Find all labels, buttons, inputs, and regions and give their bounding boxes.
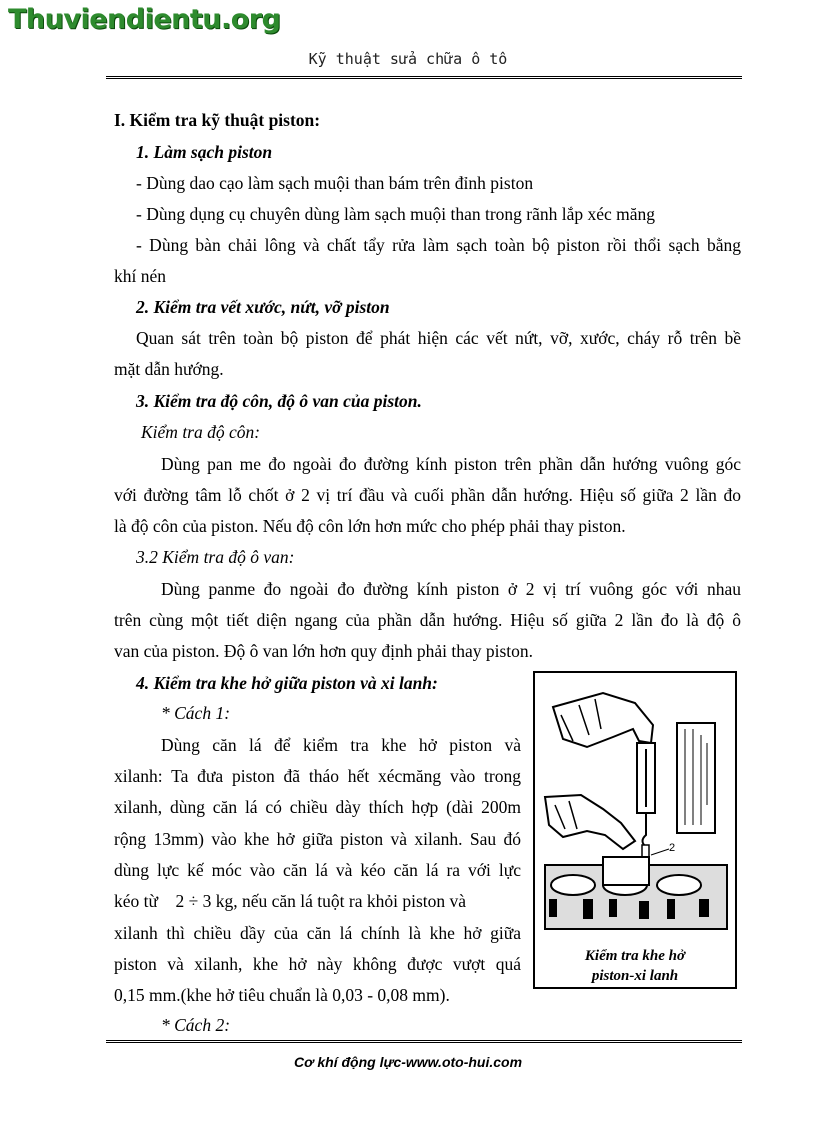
s4-text-line-9: 0,15 mm.(khe hở tiêu chuẩn là 0,03 - 0,08 mm). <box>114 985 450 1005</box>
figure-caption-line-2: piston-xi lanh <box>591 968 679 984</box>
s3-oval-line-1: Dùng panme đo ngoài đo đường kính piston ở 2 vị trí vuông góc với nhau <box>161 579 741 599</box>
site-logo: Thuviendientu.org <box>8 4 281 35</box>
s2-paragraph-line-1: Quan sát trên toàn bộ piston để phát hiện các vết nứt, vỡ, xước, cháy rỗ trên bề <box>136 328 741 348</box>
s4-text-line-3: xilanh, dùng căn lá có chiều dày thích hợp (dài 200m <box>114 797 521 817</box>
s1-bullet-3: - Dùng bàn chải lông và chất tẩy rửa làm sạch toàn bộ piston rồi thổi sạch bằng <box>136 235 741 255</box>
s3-subheading-taper: Kiểm tra độ côn: <box>141 422 261 442</box>
subsection-3-title: 3. Kiểm tra độ côn, độ ô van của piston. <box>136 391 422 411</box>
s3-taper-line-3: là độ côn của piston. Nếu độ côn lớn hơn mức cho phép phải thay piston. <box>114 516 626 536</box>
s4-method-1-label: * Cách 1: <box>161 703 231 723</box>
header-rule <box>106 76 742 79</box>
subsection-2-title: 2. Kiểm tra vết xước, nứt, vỡ piston <box>136 297 390 317</box>
document-header-title: Kỹ thuật sửa chữa ô tô <box>308 50 508 68</box>
s4-method-2-label: * Cách 2: <box>161 1015 231 1035</box>
figure-label-number: 2 <box>669 842 676 854</box>
s3-taper-line-1: Dùng pan me đo ngoài đo đường kính piston trên phần dẫn hướng vuông góc <box>161 454 741 474</box>
footer-text: Cơ khí động lực-www.oto-hui.com <box>293 1054 523 1070</box>
s4-text-line-5: dùng lực kế móc vào căn lá và kéo căn lá ra với lực <box>114 860 521 880</box>
footer-rule <box>106 1040 742 1043</box>
section-heading: I. Kiểm tra kỹ thuật piston: <box>114 110 321 130</box>
subsection-4-title: 4. Kiểm tra khe hở giữa piston và xi lanh: <box>136 673 438 693</box>
figure-caption-line-1: Kiểm tra khe hở <box>584 948 686 964</box>
figure-caption <box>535 946 735 986</box>
s4-text-line-2: xilanh: Ta đưa piston đã tháo hết xécmăng vào trong <box>114 766 521 786</box>
s4-text-line-8: piston và xilanh, khe hở này không được vượt quá <box>114 954 521 974</box>
s2-paragraph-line-2: mặt dẫn hướng. <box>114 359 224 379</box>
s1-bullet-3-cont: khí nén <box>114 266 167 286</box>
s3-oval-line-3: van của piston. Độ ô van lớn hơn quy định phải thay piston. <box>114 641 534 661</box>
piston-clearance-illustration <box>543 685 729 935</box>
figure-piston-clearance <box>533 671 737 989</box>
s3-taper-line-2: với đường tâm lỗ chốt ở 2 vị trí đầu và cuối phần dẫn hướng. Hiệu số giữa 2 lần đo <box>114 485 741 505</box>
s3-oval-line-2: trên cùng một tiết diện ngang của phần dẫn hướng. Hiệu số giữa 2 lần đo là độ ô <box>114 610 741 630</box>
s1-bullet-2: - Dùng dụng cụ chuyên dùng làm sạch muội than trong rãnh lắp xéc măng <box>136 204 656 224</box>
s3-subheading-oval: 3.2 Kiểm tra độ ô van: <box>136 547 295 567</box>
s4-text-line-7: xilanh thì chiều dầy của căn lá chính là khe hở giữa <box>114 923 521 943</box>
subsection-1-title: 1. Làm sạch piston <box>136 142 273 162</box>
s1-bullet-1: - Dùng dao cạo làm sạch muội than bám trên đỉnh piston <box>136 173 534 193</box>
s4-text-line-6: kéo từ 2 ÷ 3 kg, nếu căn lá tuột ra khỏi piston và <box>114 891 467 911</box>
s4-text-line-1: Dùng căn lá để kiểm tra khe hở piston và <box>161 735 521 755</box>
s4-text-line-4: rộng 13mm) vào khe hở giữa piston và xilanh. Sau đó <box>114 829 521 849</box>
